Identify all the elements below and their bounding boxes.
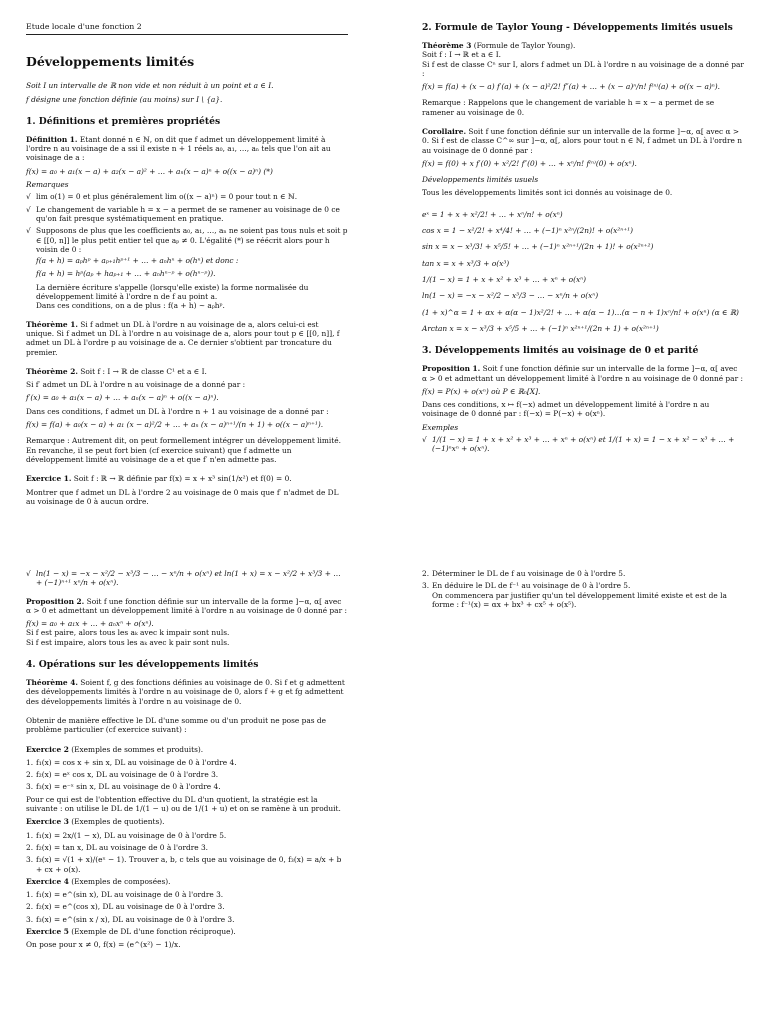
list-item: 3. f₃(x) = e⁻ˣ sin x, DL au voisinage de 0 à l'ordre 4.	[26, 782, 221, 792]
proposition-1-text: Soit f une fonction définie sur un intervalle de la forme ]−α, α[ avec α > 0 et admettant un développement limité à l'ordre n au voisinage de 0 donné par :	[422, 364, 743, 383]
list-item-text: f₂(x) = eˣ cos x, DL au voisinage de 0 à l'ordre 3.	[36, 770, 219, 780]
theorem-3-line: Si f est de classe Cⁿ sur I, alors f admet un DL à l'ordre n au voisinage de a donné par :	[422, 59, 744, 78]
remark-equation: f(a + h) = aₚhᵖ + aₚ₊₁hᵖ⁺¹ + … + aₙhⁿ + o(hⁿ) et donc :	[36, 256, 239, 266]
usual-dl-sin: sin x = x − x³/3! + x⁵/5! + … + (−1)ⁿ x²ⁿ⁺¹/(2n + 1)! + o(x²ⁿ⁺²)	[422, 242, 654, 252]
remark-text: lim o(1) = 0 et plus généralement lim o((x − a)ⁿ) = 0 pour tout n ∈ ℕ.	[36, 192, 298, 202]
obtain-text: Obtenir de manière effective le DL d'une somme ou d'un produit ne pose pas de problème particulier (cf exercice suivant) :	[26, 715, 327, 735]
list-item-text: f₃(x) = e⁻ˣ sin x, DL au voisinage de 0 à l'ordre 4.	[36, 782, 221, 792]
exercise-3	[26, 817, 348, 826]
list-item: 1. f₁(x) = e^(sin x), DL au voisinage de 0 à l'ordre 3.	[26, 890, 224, 900]
definition-1-label: Définition 1.	[26, 134, 78, 144]
corollary-label: Corollaire.	[422, 127, 467, 137]
remark-equation: f(a + h) = hᵖ(aₚ + haₚ₊₁ + … + aₙhⁿ⁻ᵖ + o(hⁿ⁻ᵖ)).	[36, 269, 216, 279]
exercise-1	[26, 474, 348, 483]
exercise-1-label: Exercice 1.	[26, 474, 72, 484]
theorem-3-remark: Remarque : Rappelons que le changement de variable h = x − a permet de se ramener au voisinage de 0.	[422, 98, 715, 117]
left-column	[26, 22, 348, 510]
definition-1-text: Etant donné n ∈ ℕ, on dit que f admet un développement limité à l'ordre n au voisinage de a ssi il existe n + 1 réels a₀, a₁, …, aₙ tels que l'on ait au voisinage de a :	[26, 134, 331, 163]
theorem-1-label: Théorème 1.	[26, 319, 78, 329]
exercise-5-text: On pose pour x ≠ 0, f(x) = (e^(x²) − 1)/x.	[26, 940, 181, 950]
exercise-2-name: (Exemples de sommes et produits).	[71, 744, 204, 754]
corollary-equation: f(x) = f(0) + x f′(0) + x²/2! f″(0) + … + xⁿ/n! f⁽ⁿ⁾(0) + o(xⁿ).	[422, 158, 637, 168]
section-4-heading: 4. Opérations sur les développements limités	[26, 659, 259, 671]
theorem-4-label: Théorème 4.	[26, 678, 78, 688]
remark-text: Supposons de plus que les coefficients a₀, a₁, …, aₙ ne soient pas tous nuls et soit p ∈ [[0, n]] le plus petit entier tel que aₚ ≠ 0. L'égalité (*) se réécrit alors pour h voisin de 0 :	[36, 226, 348, 254]
definition-1	[26, 135, 348, 163]
theorem-2-remark: Remarque : Autrement dit, on peut formellement intégrer un développement limité. En revanche, il se peut fort bien (cf exercice suivant) que f admette un développement limité au voisinage de a et que f′ n'en admette pas.	[26, 436, 341, 464]
exercise-5-label: Exercice 5	[26, 927, 69, 937]
ln-equation: ln(1 − x) = −x − x²/2 − x³/3 − … − xⁿ/n + o(xⁿ) et ln(1 + x) = x − x²/2 + x³/3 + … + (−1)ⁿ⁺¹ xⁿ/n + o(xⁿ).	[36, 569, 341, 588]
example-item	[422, 435, 744, 454]
exercise-4	[26, 877, 348, 886]
theorem-2	[26, 367, 348, 376]
proposition-1-equation: f(x) = P(x) + o(xⁿ) où P ∈ ℝₙ[X].	[422, 386, 541, 396]
quotient-text: Pour ce qui est de l'obtention effective du DL d'un quotient, la stratégie est la suivante : on utilise le DL de 1/(1 − u) ou de 1/(1 + u) et on se ramène à un produit.	[26, 794, 341, 814]
usual-dl-arctan: Arctan x = x − x³/3 + x⁵/5 + … + (−1)ⁿ x²ⁿ⁺¹/(2n + 1) + o(x²ⁿ⁺¹)	[422, 323, 659, 333]
remark-item	[26, 192, 348, 201]
exercise-1-text: Soit f : ℝ → ℝ définie par f(x) = x + x³ sin(1/x²) et f(0) = 0.	[73, 474, 292, 484]
corollary	[422, 127, 744, 155]
remark-tail: Dans ces conditions, on a de plus : f(a + h) ~ aₚhᵖ.	[36, 301, 225, 311]
list-item-text: f₁(x) = e^(sin x), DL au voisinage de 0 à l'ordre 3.	[36, 890, 224, 900]
exercise-1-text-2: Montrer que f admet un DL à l'ordre 2 au voisinage de 0 mais que f′ n'admet de DL au voisinage de 0 à aucun ordre.	[26, 487, 339, 506]
usual-dl-power: (1 + x)^α = 1 + αx + α(α − 1)x²/2! + … + α(α − 1)…(α − n + 1)xⁿ/n! + o(xⁿ) (α ∈ ℝ)	[422, 307, 739, 317]
intro-line-2: f désigne une fonction définie (au moins) sur I \ {a}.	[26, 94, 223, 104]
exercise-2-label: Exercice 2	[26, 744, 69, 754]
proposition-1-text-2: Dans ces conditions, x ↦ f(−x) admet un développement limité à l'ordre n au voisinage de 0 donné par : f(−x) = P(−x) + o(xⁿ).	[422, 400, 710, 419]
theorem-3	[422, 41, 744, 50]
taylor-young-equation: f(x) = f(a) + (x − a) f′(a) + (x − a)²/2! f″(a) + … + (x − a)ⁿ/n! f⁽ⁿ⁾(a) + o((x − a)ⁿ).	[422, 82, 720, 92]
list-item: 3. f₃(x) = e^(sin x / x), DL au voisinage de 0 à l'ordre 3.	[26, 914, 235, 924]
proposition-2	[26, 597, 348, 616]
remarks-label: Remarques	[26, 180, 69, 190]
theorem-1-text: Si f admet un DL à l'ordre n au voisinage de a, alors celui-ci est unique. Si f admet un DL à l'ordre n au voisinage de a, alors pour tout p ∈ [[0, n]], f admet un DL à l'ordre p au voisinage de a. Ce dernier s'obtient par troncature du premier.	[26, 319, 340, 357]
list-item: 3. f₃(x) = √(1 + x)/(eˣ − 1). Trouver a, b, c tels que au voisinage de 0, f₃(x) = a/x + b + cx + o(x).	[26, 855, 348, 874]
exercise-2-list	[26, 758, 348, 792]
exercise-3-name: (Exemples de quotients).	[71, 817, 165, 827]
usual-dl-exp: eˣ = 1 + x + x²/2! + … + xⁿ/n! + o(xⁿ)	[422, 209, 563, 219]
exercise-5	[26, 927, 348, 936]
usual-dl-tan: tan x = x + x³/3 + o(x³)	[422, 258, 510, 268]
check-icon: √	[26, 226, 31, 236]
exercise-4-label: Exercice 4	[26, 876, 69, 886]
usual-dl-label: Développements limités usuels	[422, 175, 539, 185]
exercise-4-list	[26, 890, 348, 924]
proposition-2-even: Si f est paire, alors tous les aₖ avec k impair sont nuls.	[26, 628, 230, 638]
section-3-heading: 3. Développements limités au voisinage de 0 et parité	[422, 345, 699, 357]
remark-tail: La dernière écriture s'appelle (lorsqu'elle existe) la forme normalisée du développement limité à l'ordre n de f au point a.	[36, 282, 309, 302]
usual-dl-geometric: 1/(1 − x) = 1 + x + x² + x³ + … + xⁿ + o(xⁿ)	[422, 275, 587, 285]
exercise-3-label: Exercice 3	[26, 817, 69, 827]
exercise-3-list	[26, 831, 348, 874]
exercise-2	[26, 745, 348, 754]
list-item-text: En déduire le DL de f⁻¹ au voisinage de 0 à l'ordre 5.	[432, 581, 631, 591]
list-item-text: f₁(x) = cos x + sin x, DL au voisinage de 0 à l'ordre 4.	[36, 757, 237, 767]
theorem-2-text: Soit f : I → ℝ de classe C¹ et a ∈ I.	[80, 366, 207, 376]
theorem-1	[26, 320, 348, 357]
exercise-5-name: (Exemple de DL d'une fonction réciproque).	[71, 927, 236, 937]
definition-1-equation: f(x) = a₀ + a₁(x − a) + a₂(x − a)² + … + aₙ(x − a)ⁿ + o((x − a)ⁿ) (*)	[26, 166, 273, 176]
theorem-4	[26, 678, 348, 706]
list-item-text: f₁(x) = 2x/(1 − x), DL au voisinage de 0 à l'ordre 5.	[36, 830, 227, 840]
list-item: 1. f₁(x) = cos x + sin x, DL au voisinage de 0 à l'ordre 4.	[26, 757, 237, 767]
usual-dl-cos: cos x = 1 − x²/2! + x⁴/4! + … + (−1)ⁿ x²ⁿ/(2n)! + o(x²ⁿ⁺¹)	[422, 226, 633, 236]
list-item-text: f₂(x) = e^(cos x), DL au voisinage de 0 à l'ordre 3.	[36, 902, 225, 912]
theorem-2-equation-2: f(x) = f(a) + a₀(x − a) + a₁ (x − a)²/2 + … + aₙ (x − a)ⁿ⁺¹/(n + 1) + o((x − a)ⁿ⁺¹).	[26, 420, 324, 430]
list-item: 2. f₂(x) = eˣ cos x, DL au voisinage de 0 à l'ordre 3.	[26, 770, 219, 780]
right-column	[422, 22, 744, 457]
theorem-2-line: Si f′ admet un DL à l'ordre n au voisinage de a donné par :	[26, 380, 246, 390]
theorem-4-text: Soient f, g des fonctions définies au voisinage de 0. Si f et g admettent des développements limités à l'ordre n au voisinage de 0, alors f + g et fg admettent des développements limités à l'ordre n au voisinage de 0.	[26, 678, 345, 706]
list-item-tail: On commencera par justifier qu'un tel développement limité existe et est de la forme : f⁻¹(x) = αx + bx³ + cx⁵ + o(x⁵).	[432, 590, 727, 609]
intro-line-1: Soit I un intervalle de ℝ non vide et non réduit à un point et a ∈ I.	[26, 81, 274, 91]
ln-example-item	[26, 569, 348, 588]
usual-dl-text: Tous les développements limités sont ici donnés au voisinage de 0.	[422, 187, 673, 197]
proposition-2-label: Proposition 2.	[26, 596, 85, 606]
list-item-text: f₂(x) = tan x, DL au voisinage de 0 à l'ordre 3.	[36, 842, 209, 852]
theorem-3-label: Théorème 3	[422, 41, 472, 50]
check-icon: √	[422, 435, 427, 445]
proposition-1-label: Proposition 1.	[422, 364, 481, 374]
exercise-5-questions	[422, 569, 744, 609]
list-item: 2. f₂(x) = e^(cos x), DL au voisinage de 0 à l'ordre 3.	[26, 902, 225, 912]
list-item: 3. En déduire le DL de f⁻¹ au voisinage de 0 à l'ordre 5. On commencera par justifier qu'un tel développement limité existe et est de la forme : f⁻¹(x) = αx + bx³ + cx⁵ + o(x⁵).	[422, 581, 744, 609]
remark-item	[26, 226, 348, 310]
proposition-2-odd: Si f est impaire, alors tous les aₖ avec k pair sont nuls.	[26, 637, 230, 647]
list-item: 2. f₂(x) = tan x, DL au voisinage de 0 à l'ordre 3.	[26, 842, 209, 852]
theorem-3-name: (Formule de Taylor Young).	[473, 41, 576, 50]
check-icon: √	[26, 569, 31, 578]
page-title: Développements limités	[26, 54, 195, 70]
usual-dl-ln: ln(1 − x) = −x − x²/2 − x³/3 − … − xⁿ/n + o(xⁿ)	[422, 291, 599, 301]
list-item: 2. Déterminer le DL de f au voisinage de 0 à l'ordre 5.	[422, 569, 626, 578]
remark-item	[26, 205, 348, 224]
proposition-2-text: Soit f une fonction définie sur un intervalle de la forme ]−α, α[ avec α > 0 et admettant un développement limité à l'ordre n au voisinage de 0 donné par :	[26, 596, 347, 615]
list-item-text: Déterminer le DL de f au voisinage de 0 à l'ordre 5.	[432, 569, 626, 578]
running-header: Etude locale d'une fonction 2	[26, 22, 348, 35]
list-item-text: f₃(x) = √(1 + x)/(eˣ − 1). Trouver a, b, c tels que au voisinage de 0, f₃(x) = a/x + b + cx + o(x).	[36, 855, 342, 874]
exercise-4-name: (Exemples de composées).	[71, 876, 171, 886]
theorem-2-line: Dans ces conditions, f admet un DL à l'ordre n + 1 au voisinage de a donné par :	[26, 406, 329, 416]
list-item: 1. f₁(x) = 2x/(1 − x), DL au voisinage de 0 à l'ordre 5.	[26, 830, 227, 840]
check-icon: √	[26, 204, 31, 214]
list-item-text: f₃(x) = e^(sin x / x), DL au voisinage de 0 à l'ordre 3.	[36, 914, 235, 924]
list-item-text-block	[432, 581, 744, 609]
section-2-heading: 2. Formule de Taylor Young - Développements limités usuels	[422, 22, 733, 33]
examples-equation: 1/(1 − x) = 1 + x + x² + x³ + … + xⁿ + o(xⁿ) et 1/(1 + x) = 1 − x + x² − x³ + … + (−1)ⁿxⁿ + o(xⁿ).	[432, 435, 735, 454]
section-1-heading: 1. Définitions et premières propriétés	[26, 115, 221, 127]
check-icon: √	[26, 192, 31, 202]
theorem-2-equation-1: f′(x) = a₀ + a₁(x − a) + … + aₙ(x − a)ⁿ + o((x − a)ⁿ).	[26, 393, 219, 403]
remark-text: Le changement de variable h = x − a permet de se ramener au voisinage de 0 ce qu'on fait presque systématiquement en pratique.	[36, 204, 340, 223]
right-column-bottom	[422, 568, 744, 612]
proposition-1	[422, 364, 744, 383]
examples-label: Exemples	[422, 422, 459, 432]
proposition-2-equation: f(x) = a₀ + a₁x + … + aₙxⁿ + o(xⁿ).	[26, 619, 154, 629]
remark-text-block	[36, 226, 348, 310]
corollary-text: Soit f une fonction définie sur un intervalle de la forme ]−α, α[ avec α > 0. Si f est de classe C^∞ sur ]−α, α[, alors pour tout n ∈ ℕ, f admet un DL à l'ordre n au voisinage de 0 donné par :	[422, 127, 742, 155]
left-column-bottom	[26, 568, 348, 954]
theorem-2-label: Théorème 2.	[26, 366, 78, 376]
theorem-3-line: Soit f : I → ℝ et a ∈ I.	[422, 50, 501, 60]
